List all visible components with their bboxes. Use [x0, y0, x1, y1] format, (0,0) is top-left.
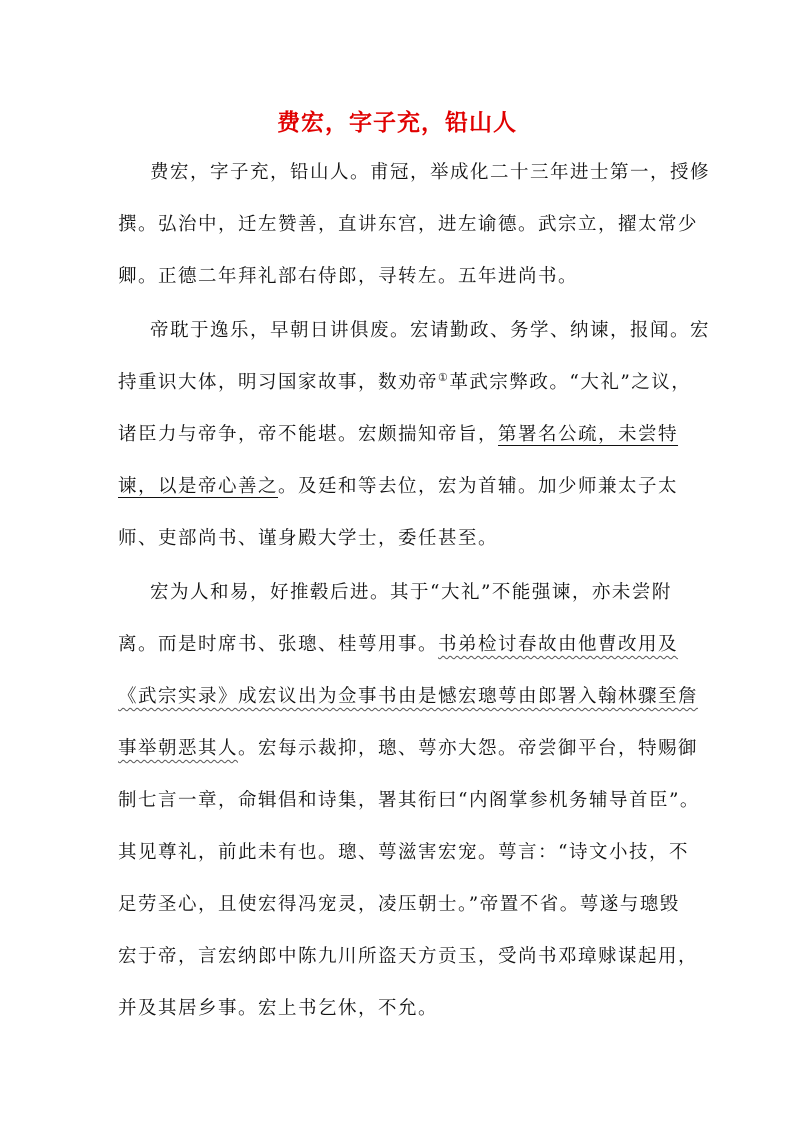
text-line	[118, 632, 678, 658]
text-line: 其见尊礼，前此未有也。璁、萼滋害宏宠。萼言：“诗文小技，不	[118, 842, 689, 863]
text-line	[118, 422, 678, 448]
wavy-underlined-phrase: 事举朝恶其人	[118, 738, 239, 759]
text-line	[118, 474, 678, 500]
text-line: 宏于帝，言宏纳郎中陈九川所盗天方贡玉，受尚书邓璋赇谋起用，	[118, 946, 699, 967]
page-title: 费宏，字子充，铅山人	[277, 109, 517, 136]
text-line: 足劳圣心，且使宏得冯宠灵，凌压朝士。”帝置不省。萼遂与璁毁	[118, 894, 680, 915]
text-span: 离。而是时席书、张璁、桂萼用事。	[118, 634, 439, 655]
text-line: 制七言一章，命辑倡和诗集，署其衔曰“内阁掌参机务辅导首臣”。	[118, 790, 700, 811]
text-span: 革武宗弊政。“大礼”之议，	[449, 372, 692, 393]
text-span: 。及廷和等去位，宏为首辅。加少师兼太子太	[278, 476, 679, 497]
underlined-phrase: 第署名公疏，未尝特	[498, 424, 679, 445]
text-line: 宏为人和易，好推毂后进。其于“大礼”不能强谏，亦未尝附	[150, 582, 672, 603]
text-line	[118, 736, 699, 762]
text-line: 帝耽于逸乐，早朝日讲俱废。宏请勤政、务学、纳谏，报闻。宏	[150, 320, 711, 341]
text-line	[118, 684, 699, 710]
text-span: 。宏每示裁抑，璁、萼亦大怨。帝尝御平台，特赐御	[238, 738, 699, 759]
text-line: 师、吏部尚书、谨身殿大学士，委任甚至。	[118, 528, 499, 549]
text-span: 持重识大体，明习国家故事，数劝帝	[118, 372, 439, 393]
text-line: 撰。弘治中，迁左赞善，直讲东宫，进左谕德。武宗立，擢太常少	[118, 214, 699, 235]
text-span: 诸臣力与帝争，帝不能堪。宏颇揣知帝旨，	[118, 424, 499, 445]
underlined-phrase: 谏，以是帝心善之	[118, 476, 279, 497]
wavy-underlined-phrase: 《武宗实录》成宏议出为佥事书由是憾宏璁萼由郎署入翰林骤至詹	[118, 686, 699, 707]
text-line: 费宏，字子充，铅山人。甫冠，举成化二十三年进士第一，授修	[150, 162, 711, 183]
footnote-marker[interactable]: ①	[438, 370, 450, 384]
text-line: 卿。正德二年拜礼部右侍郎，寻转左。五年进尚书。	[118, 266, 579, 287]
text-line	[118, 370, 692, 396]
wavy-underlined-phrase: 书弟检讨春故由他曹改用及	[438, 634, 679, 655]
text-line: 并及其居乡事。宏上书乞休，不允。	[118, 998, 439, 1019]
